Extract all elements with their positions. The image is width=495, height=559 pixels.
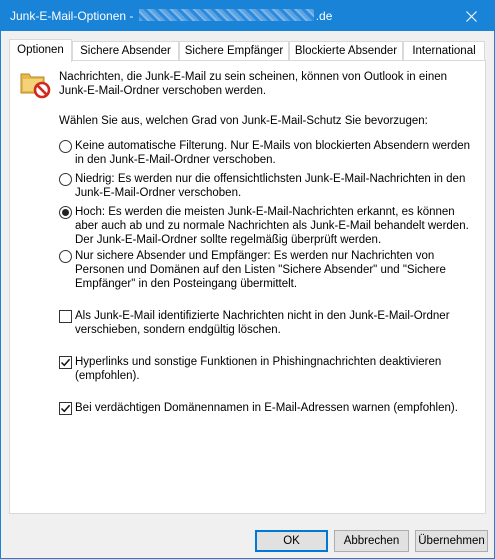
checkbox-permanently-delete[interactable] — [59, 310, 72, 323]
radio-safe-lists-only-label[interactable]: Nur sichere Absender und Empfänger: Es werden nur Nachrichten von Personen und Domänen auf den Listen "Sichere Absender" und "Sichere Empfänger" in den Posteingang übermittelt. — [75, 250, 446, 290]
title-bar[interactable] — [1, 1, 494, 31]
radio-low[interactable] — [59, 173, 72, 186]
checkbox-permanently-delete-label[interactable]: Als Junk-E-Mail identifizierte Nachrichten nicht in den Junk-E-Mail-Ordner verschieben, sondern endgültig löschen. — [75, 310, 450, 336]
checkbox-disable-phishing-links[interactable] — [59, 356, 72, 369]
radio-safe-lists-only[interactable] — [59, 250, 72, 263]
tab-international[interactable]: International — [403, 41, 485, 61]
checkbox-warn-suspicious-domains-label[interactable]: Bei verdächtigen Domänennamen in E-Mail-Adressen warnen (empfohlen). — [75, 402, 458, 414]
tab-optionen[interactable]: Optionen — [9, 39, 72, 62]
tab-sichere-empfaenger[interactable]: Sichere Empfänger — [179, 41, 289, 61]
radio-low-label[interactable]: Niedrig: Es werden nur die offensichtlichsten Junk-E-Mail-Nachrichten in den Junk-E-Mail-Ordner verschoben. — [75, 173, 466, 199]
cancel-button[interactable]: Abbrechen — [334, 530, 409, 552]
title-suffix: .de — [315, 9, 333, 23]
options-panel — [9, 60, 486, 514]
ok-button[interactable]: OK — [255, 530, 328, 552]
radio-high-label[interactable]: Hoch: Es werden die meisten Junk-E-Mail-Nachrichten erkannt, es können aber auch ab und zu normale Nachrichten als Junk-E-Mail behandelt werden. Der Junk-E-Mail-Ordner sollte regelmäßig überprüft werden. — [75, 206, 469, 246]
apply-button[interactable]: Übernehmen — [415, 530, 488, 552]
title-prefix: Junk-E-Mail-Optionen - — [10, 9, 134, 23]
checkbox-warn-suspicious-domains[interactable] — [59, 402, 72, 415]
checkmark-icon — [60, 403, 71, 414]
junk-folder-icon — [20, 69, 52, 99]
close-icon — [466, 11, 477, 22]
intro-text: Nachrichten, die Junk-E-Mail zu sein scheinen, können von Outlook in einen Junk-E-Mail-Ordner verschoben werden. — [59, 71, 448, 97]
close-button[interactable] — [448, 1, 494, 31]
tab-sichere-absender[interactable]: Sichere Absender — [72, 41, 179, 61]
tab-blockierte-absender[interactable]: Blockierte Absender — [289, 41, 403, 61]
radio-no-filtering-label[interactable]: Keine automatische Filterung. Nur E-Mails von blockierten Absendern werden in den Junk-E-Mail-Ordner verschoben. — [75, 140, 471, 166]
protection-level-prompt: Wählen Sie aus, welchen Grad von Junk-E-Mail-Schutz Sie bevorzugen: — [59, 115, 428, 127]
radio-no-filtering[interactable] — [59, 140, 72, 153]
radio-high[interactable] — [59, 206, 72, 219]
checkbox-disable-phishing-links-label[interactable]: Hyperlinks und sonstige Funktionen in Phishingnachrichten deaktivieren (empfohlen). — [75, 356, 442, 382]
window-title — [10, 9, 332, 23]
checkmark-icon — [60, 357, 71, 368]
redacted-account-name — [139, 9, 314, 21]
